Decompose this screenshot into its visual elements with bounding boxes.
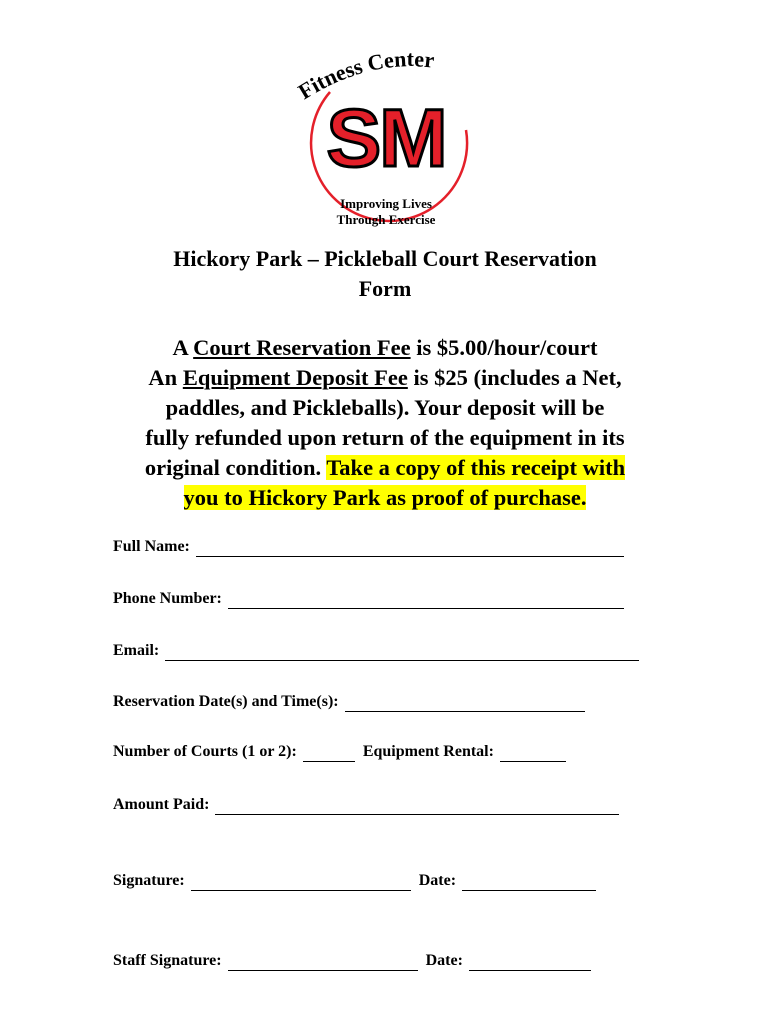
- amount-row: [113, 795, 619, 815]
- date-line[interactable]: [462, 875, 596, 891]
- phone-label: Phone Number:: [113, 590, 222, 607]
- logo-top-text: Fitness Center: [293, 52, 436, 105]
- fitness-center-logo: [290, 52, 480, 232]
- email-row: [113, 641, 639, 661]
- signature-row: [113, 871, 596, 891]
- full-name-label: Full Name:: [113, 538, 190, 555]
- fee-line-5: [95, 453, 675, 483]
- logo-tagline-2: Through Exercise: [336, 212, 436, 227]
- fee-text: A: [172, 335, 194, 360]
- phone-line[interactable]: [228, 593, 624, 609]
- courts-label: Number of Courts (1 or 2):: [113, 743, 297, 760]
- receipt-notice-highlight: you to Hickory Park as proof of purchase.: [183, 485, 587, 510]
- email-line[interactable]: [165, 645, 639, 661]
- receipt-notice-highlight: Take a copy of this receipt with: [326, 455, 626, 480]
- equipment-deposit-fee-label: Equipment Deposit Fee: [182, 365, 408, 390]
- fee-line-1: [95, 333, 675, 363]
- fee-text: original condition.: [144, 455, 327, 480]
- reservation-row: [113, 692, 585, 712]
- fee-text: An: [148, 365, 183, 390]
- reservation-label: Reservation Date(s) and Time(s):: [113, 693, 339, 710]
- staff-date-label: Date:: [425, 952, 463, 969]
- signature-line[interactable]: [191, 875, 411, 891]
- reservation-line[interactable]: [345, 696, 585, 712]
- phone-row: [113, 589, 624, 609]
- amount-line[interactable]: [215, 799, 619, 815]
- equipment-label: Equipment Rental:: [362, 743, 494, 760]
- full-name-line[interactable]: [196, 541, 624, 557]
- logo-initials: SM: [326, 93, 446, 184]
- fee-description: [95, 333, 675, 513]
- equipment-line[interactable]: [500, 746, 566, 762]
- fee-text: is $25 (includes a Net,: [407, 365, 622, 390]
- court-reservation-fee-label: Court Reservation Fee: [193, 335, 411, 360]
- fee-line-6: [95, 483, 675, 513]
- staff-signature-label: Staff Signature:: [113, 952, 222, 969]
- amount-label: Amount Paid:: [113, 796, 210, 813]
- signature-label: Signature:: [113, 872, 185, 889]
- full-name-row: [113, 537, 624, 557]
- courts-line[interactable]: [303, 746, 355, 762]
- fee-text: is $5.00/hour/court: [410, 335, 598, 360]
- fee-line-2: [95, 363, 675, 393]
- date-label: Date:: [418, 872, 457, 889]
- staff-signature-line[interactable]: [228, 955, 418, 971]
- fee-line-3: paddles, and Pickleballs). Your deposit will be: [165, 395, 605, 420]
- logo-tagline-1: Improving Lives: [340, 196, 432, 211]
- title-line-2: Form: [358, 276, 412, 301]
- form-title: [100, 244, 670, 304]
- logo-graphic: [290, 52, 480, 232]
- title-line-1: Hickory Park – Pickleball Court Reservation: [173, 246, 597, 271]
- courts-equipment-row: [113, 742, 566, 762]
- staff-date-line[interactable]: [469, 955, 591, 971]
- fee-line-4: fully refunded upon return of the equipment in its: [145, 425, 625, 450]
- staff-signature-row: [113, 951, 591, 971]
- email-label: Email:: [113, 642, 160, 659]
